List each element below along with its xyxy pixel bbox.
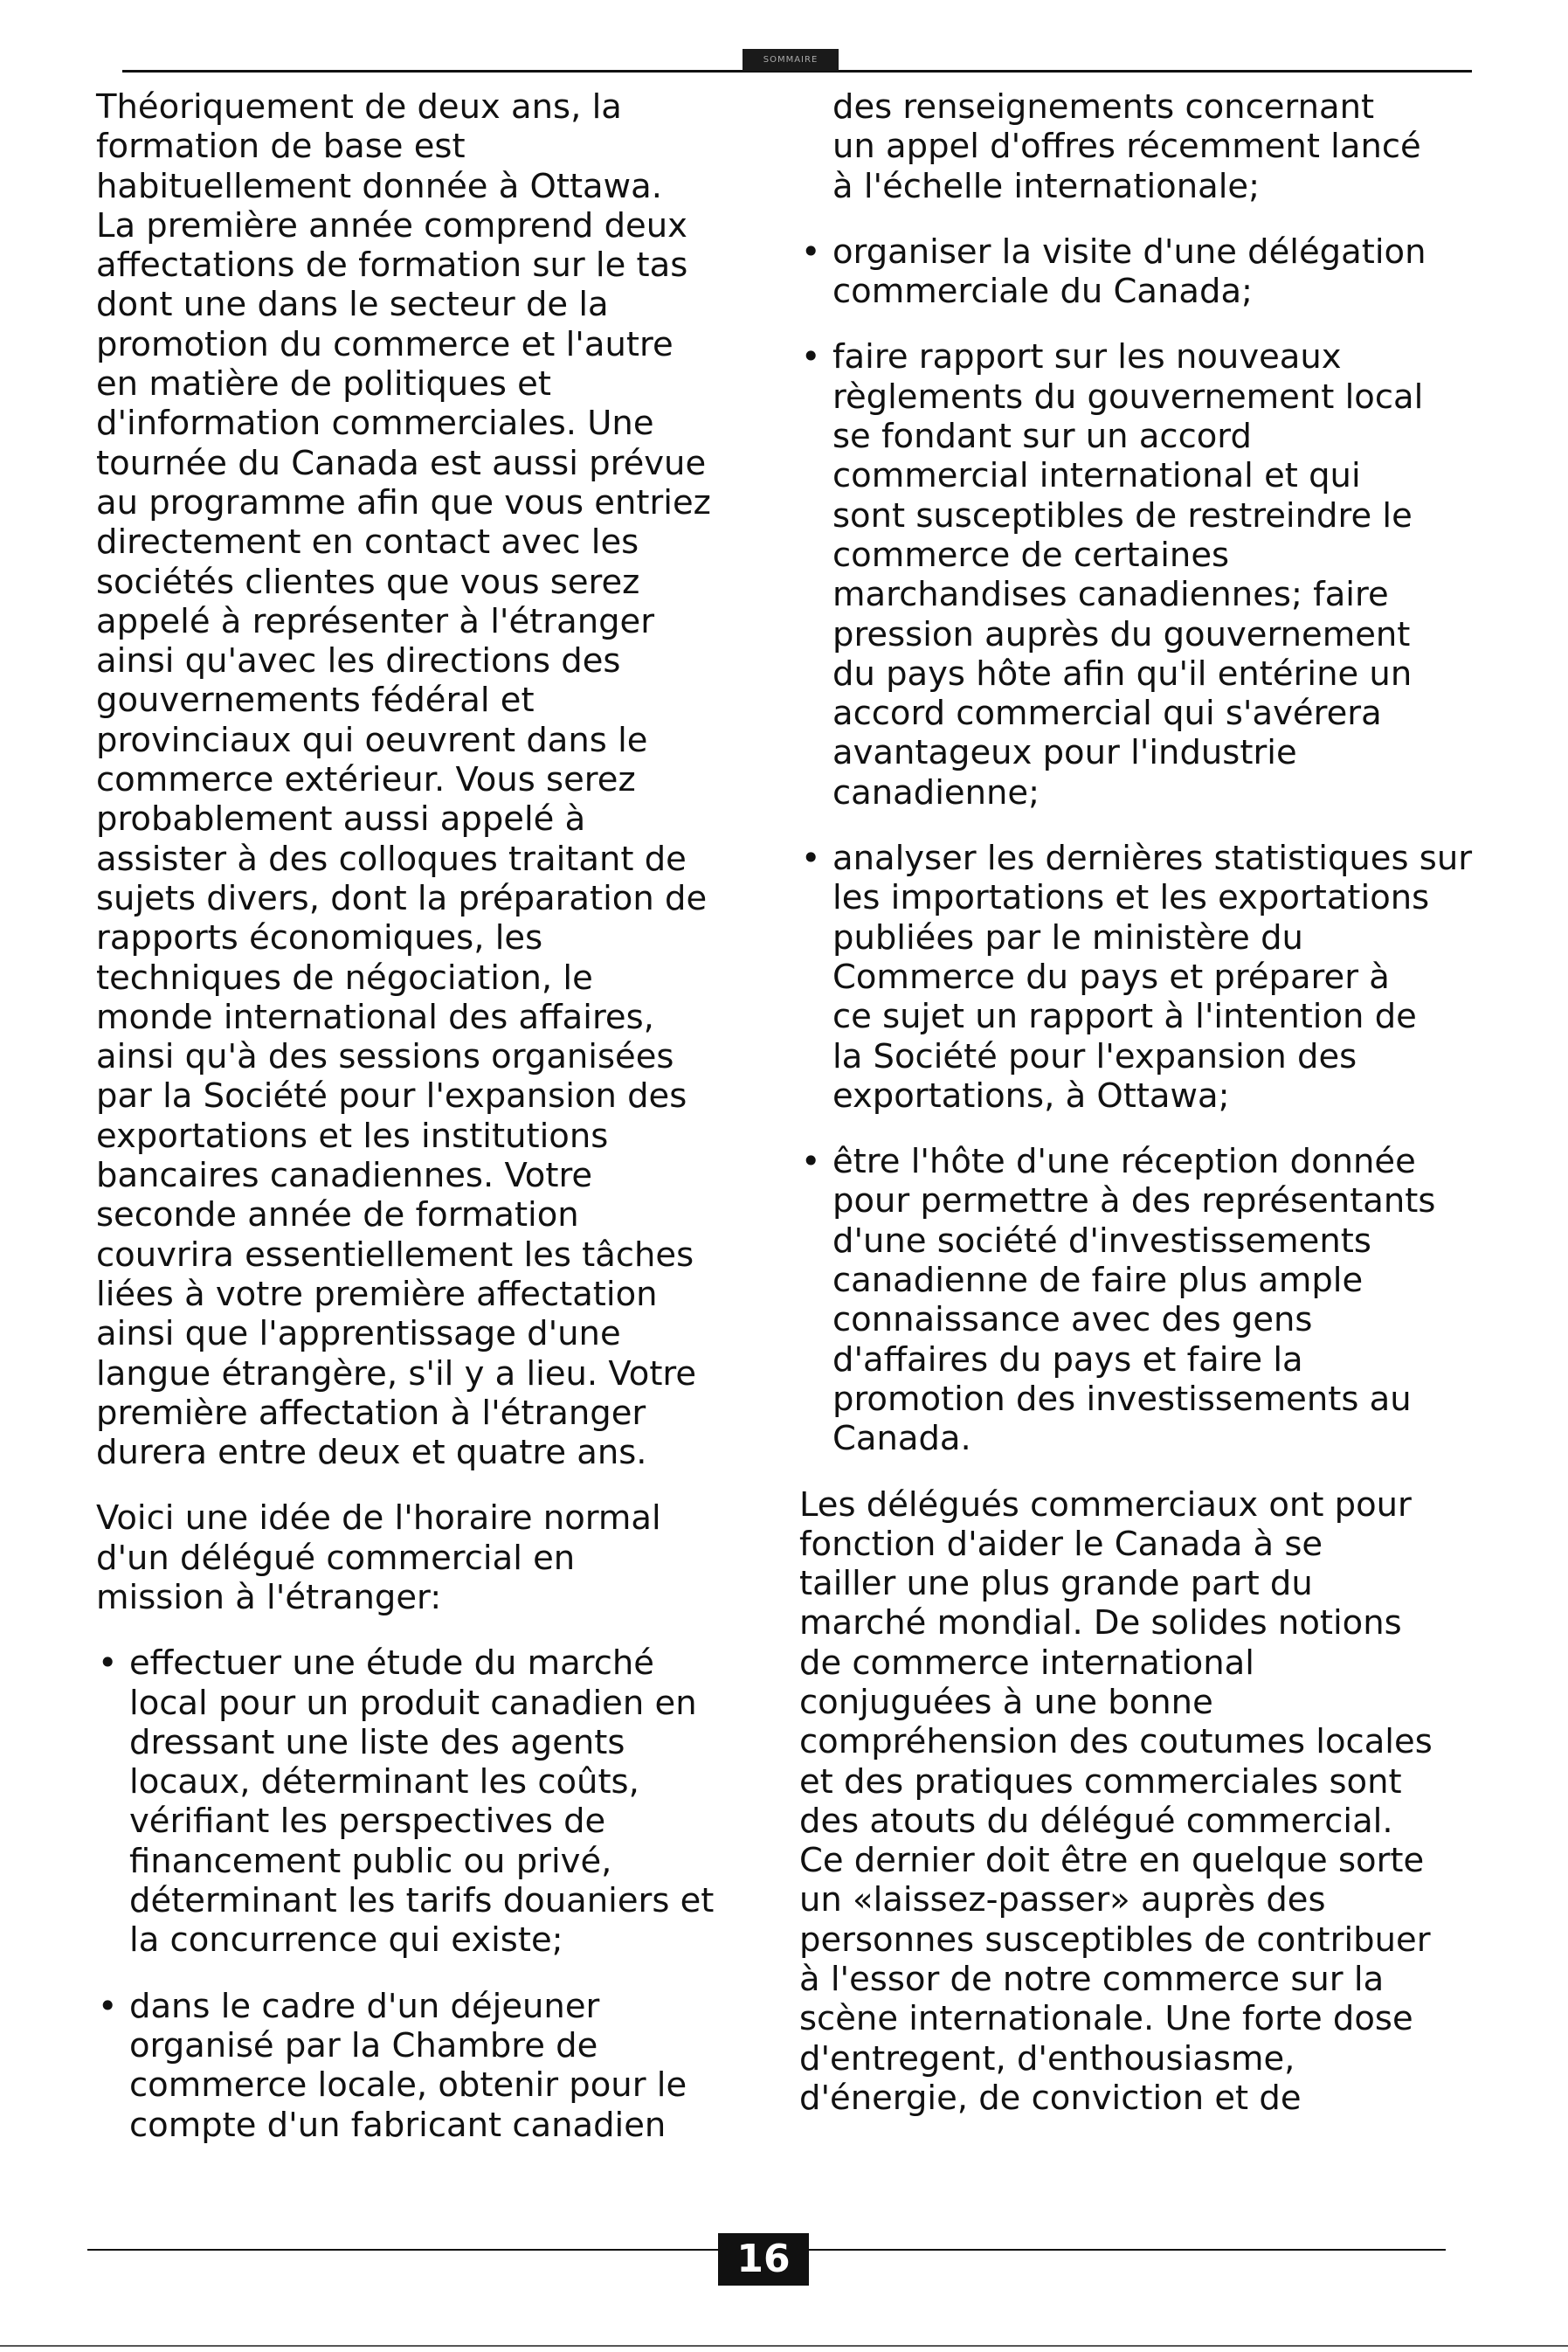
- text-line: accord commercial qui s'avérera: [832, 694, 1382, 734]
- bullet-item-chamber-lunch: [96, 1987, 786, 2145]
- text-line: pression auprès du gouvernement: [832, 614, 1411, 654]
- intro-paragraph: [96, 87, 786, 1472]
- text-line: scène internationale. Une forte dose: [799, 1999, 1413, 2039]
- text-line: par la Société pour l'expansion des: [96, 1076, 687, 1117]
- text-line: exportations, à Ottawa;: [832, 1076, 1230, 1116]
- text-line: fonction d'aider le Canada à se: [799, 1524, 1323, 1564]
- text-line: dans le cadre d'un déjeuner: [129, 1986, 600, 2026]
- text-line: Commerce du pays et préparer à: [832, 957, 1390, 997]
- text-line: Ce dernier doit être en quelque sorte: [799, 1841, 1425, 1881]
- text-line: et des pratiques commerciales sont: [799, 1761, 1402, 1802]
- text-line: à l'essor de notre commerce sur la: [799, 1960, 1385, 2000]
- bullet-dot-icon: •: [98, 1986, 118, 2025]
- bullet-item-chamber-lunch-continued: [799, 87, 1507, 206]
- text-line: provinciaux qui oeuvrent dans le: [96, 720, 648, 760]
- bullet-dot-icon: •: [801, 232, 821, 271]
- text-line: appelé à représenter à l'étranger: [96, 601, 655, 641]
- text-line: habituellement donnée à Ottawa.: [96, 166, 662, 206]
- text-line: un appel d'offres récemment lancé: [832, 127, 1421, 167]
- text-line: La première année comprend deux: [96, 205, 687, 246]
- text-line: seconde année de formation: [96, 1195, 579, 1235]
- text-line: d'entregent, d'enthousiasme,: [799, 2038, 1295, 2079]
- schedule-intro-paragraph: [96, 1498, 786, 1617]
- text-line: sont susceptibles de restreindre le: [832, 495, 1413, 536]
- text-line: sociétés clientes que vous serez: [96, 562, 640, 602]
- text-line: liées à votre première affectation: [96, 1274, 658, 1314]
- text-line: ainsi qu'avec les directions des: [96, 641, 621, 681]
- text-line: effectuer une étude du marché: [129, 1643, 654, 1684]
- text-line: organisé par la Chambre de: [129, 2025, 598, 2065]
- bullet-item-regulations-report: [799, 337, 1507, 813]
- text-line: publiées par le ministère du: [832, 917, 1303, 958]
- text-line: compte d'un fabricant canadien: [129, 2105, 667, 2145]
- text-line: d'une société d'investissements: [832, 1221, 1371, 1261]
- text-line: gouvernements fédéral et: [96, 681, 535, 721]
- text-line: dont une dans le secteur de la: [96, 285, 609, 325]
- text-line: au programme afin que vous entriez: [96, 482, 711, 522]
- text-line: la concurrence qui existe;: [129, 1920, 563, 1961]
- text-line: canadienne de faire plus ample: [832, 1261, 1364, 1301]
- text-line: techniques de négociation, le: [96, 958, 593, 998]
- text-line: probablement aussi appelé à: [96, 799, 586, 840]
- text-line: de commerce international: [799, 1643, 1254, 1683]
- text-line: couvrira essentiellement les tâches: [96, 1235, 694, 1275]
- right-column: [799, 87, 1507, 2118]
- page-number: 16: [718, 2233, 809, 2286]
- text-line: avantageux pour l'industrie: [832, 733, 1297, 773]
- text-line: local pour un produit canadien en: [129, 1683, 697, 1723]
- text-line: Théoriquement de deux ans, la: [96, 87, 622, 127]
- text-line: en matière de politiques et: [96, 364, 551, 405]
- text-line: personnes susceptibles de contribuer: [799, 1920, 1431, 1960]
- text-line: dressant une liste des agents: [129, 1722, 625, 1762]
- bullet-item-market-study: [96, 1643, 786, 1960]
- text-line: commerce de certaines: [832, 535, 1230, 575]
- text-line: canadienne;: [832, 772, 1040, 813]
- text-line: analyser les dernières statistiques sur: [832, 839, 1473, 879]
- bullet-dot-icon: •: [801, 337, 821, 377]
- text-line: vérifiant les perspectives de: [129, 1802, 606, 1842]
- text-line: monde international des affaires,: [96, 997, 654, 1037]
- text-line: Voici une idée de l'horaire normal: [96, 1498, 661, 1539]
- text-line: assister à des colloques traitant de: [96, 839, 687, 879]
- text-line: Les délégués commerciaux ont pour: [799, 1484, 1412, 1525]
- text-line: financement public ou privé,: [129, 1841, 612, 1881]
- text-line: les importations et les exportations: [832, 878, 1430, 918]
- text-line: d'énergie, de conviction et de: [799, 2078, 1302, 2118]
- text-line: marchandises canadiennes; faire: [832, 575, 1389, 615]
- text-line: mission à l'étranger:: [96, 1577, 442, 1617]
- text-line: des atouts du délégué commercial.: [799, 1801, 1393, 1841]
- page-edge: [0, 2345, 1568, 2347]
- text-line: exportations et les institutions: [96, 1116, 609, 1156]
- bullet-item-reception-host: [799, 1142, 1507, 1458]
- text-line: langue étrangère, s'il y a lieu. Votre: [96, 1353, 697, 1394]
- text-line: bancaires canadiennes. Votre: [96, 1156, 593, 1196]
- bullet-dot-icon: •: [801, 1142, 821, 1181]
- text-line: à l'échelle internationale;: [832, 166, 1261, 206]
- text-line: commerciale du Canada;: [832, 272, 1254, 312]
- text-line: un «laissez-passer» auprès des: [799, 1880, 1326, 1920]
- text-line: se fondant sur un accord: [832, 417, 1252, 457]
- text-line: formation de base est: [96, 127, 466, 167]
- text-line: connaissance avec des gens: [832, 1300, 1313, 1340]
- text-line: conjuguées à une bonne: [799, 1682, 1213, 1722]
- text-line: locaux, déterminant les coûts,: [129, 1762, 639, 1802]
- text-line: directement en contact avec les: [96, 522, 639, 563]
- text-line: pour permettre à des représentants: [832, 1181, 1436, 1221]
- closing-paragraph: [799, 1485, 1507, 2119]
- text-line: sujets divers, dont la préparation de: [96, 878, 708, 918]
- text-line: d'information commerciales. Une: [96, 404, 654, 444]
- text-line: ainsi qu'à des sessions organisées: [96, 1037, 674, 1077]
- text-line: organiser la visite d'une délégation: [832, 232, 1426, 272]
- text-line: ce sujet un rapport à l'intention de: [832, 997, 1417, 1037]
- text-line: des renseignements concernant: [832, 87, 1375, 127]
- text-line: être l'hôte d'une réception donnée: [832, 1142, 1416, 1182]
- text-line: faire rapport sur les nouveaux: [832, 337, 1342, 377]
- header-tab: SOMMAIRE: [743, 49, 839, 71]
- text-line: Canada.: [832, 1419, 971, 1459]
- bullet-item-statistics-analysis: [799, 839, 1507, 1116]
- bullet-item-delegation-visit: [799, 232, 1507, 312]
- bullet-dot-icon: •: [98, 1643, 118, 1683]
- text-line: déterminant les tarifs douaniers et: [129, 1881, 715, 1921]
- text-line: règlements du gouvernement local: [832, 377, 1424, 417]
- text-line: promotion du commerce et l'autre: [96, 324, 673, 364]
- text-line: tailler une plus grande part du: [799, 1564, 1313, 1604]
- text-line: commercial international et qui: [832, 456, 1361, 496]
- bullet-dot-icon: •: [801, 839, 821, 878]
- text-line: commerce extérieur. Vous serez: [96, 760, 636, 800]
- text-line: durera entre deux et quatre ans.: [96, 1433, 647, 1473]
- text-line: marché mondial. De solides notions: [799, 1603, 1402, 1643]
- text-line: affectations de formation sur le tas: [96, 246, 688, 286]
- text-line: la Société pour l'expansion des: [832, 1036, 1357, 1076]
- text-line: d'affaires du pays et faire la: [832, 1339, 1303, 1380]
- text-line: commerce locale, obtenir pour le: [129, 2065, 687, 2106]
- text-line: du pays hôte afin qu'il entérine un: [832, 654, 1413, 694]
- text-line: rapports économiques, les: [96, 918, 543, 958]
- text-line: promotion des investissements au: [832, 1379, 1412, 1419]
- text-line: d'un délégué commercial en: [96, 1538, 576, 1578]
- left-column: [96, 87, 786, 2145]
- text-line: première affectation à l'étranger: [96, 1393, 646, 1433]
- text-line: tournée du Canada est aussi prévue: [96, 443, 707, 483]
- text-line: ainsi que l'apprentissage d'une: [96, 1314, 621, 1354]
- text-line: compréhension des coutumes locales: [799, 1722, 1433, 1762]
